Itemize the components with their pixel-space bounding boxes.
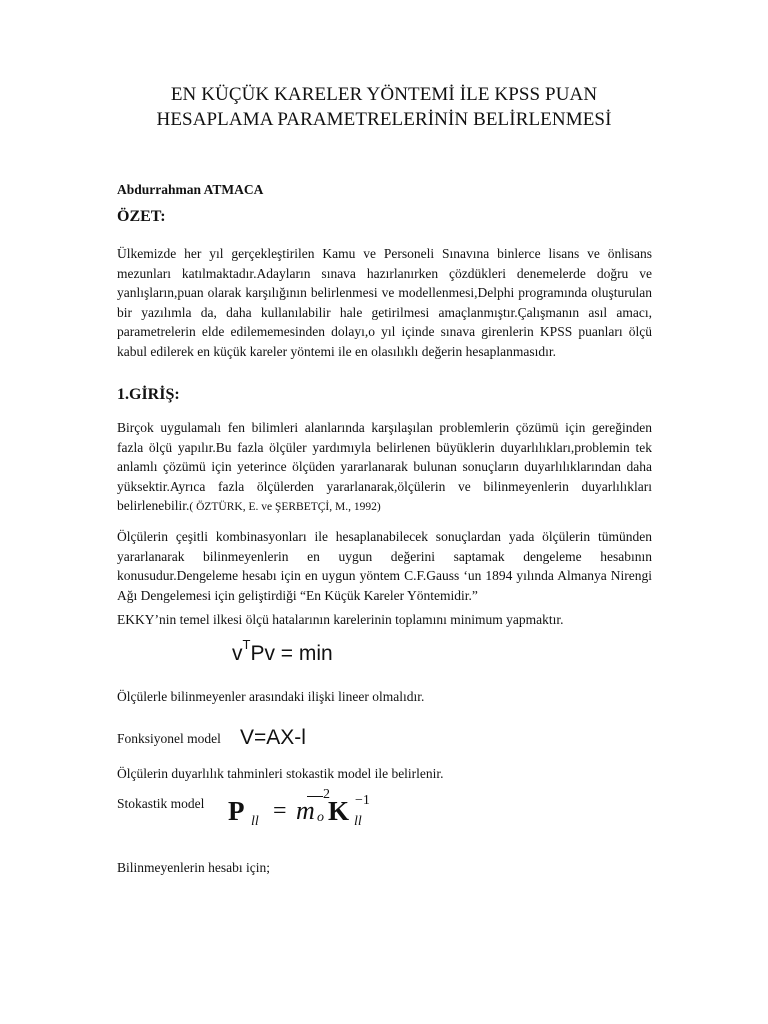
- intro-paragraph-2: Ölçülerin çeşitli kombinasyonları ile hesaplanabilecek sonuçlardan yada ölçülerin tümünden yararlanarak bilinmeyenlerin en uygun değerini saptamak dengeleme hesabının konusudur.Dengeleme hesabı için en uygun yöntem C.F.Gauss ‘un 1894 yılında Almanya Nirengi Ağı Dengelemesi için geliştirdiği “En Küçük Kareler Yöntemidir.”: [117, 529, 652, 603]
- lineer-sentence: Ölçülerle bilinmeyenler arasındaki ilişki lineer olmalıdır.: [117, 689, 425, 704]
- eq1-rest: Pv = min: [250, 642, 333, 665]
- section-heading-giris: 1.GİRİŞ:: [117, 386, 180, 403]
- fonksiyonel-label: Fonksiyonel model: [117, 731, 221, 746]
- eq3-equals: =: [273, 798, 287, 824]
- eq3-P-sub: ll: [251, 814, 259, 829]
- intro-paragraph-1: [117, 418, 652, 518]
- intro-paragraph-1-text: Birçok uygulamalı fen bilimleri alanlarında karşılaşılan problemlerin çözümü için gereğinden fazla ölçü yapılır.Bu fazla ölçüler yardımıyla belirlenen büyüklerin duyarlılıkları,problemin tek anlamlı çözümü için yeterince ölçüden yararlanarak bulunan sonuçların duyarlılıklarından daha yüksektir.Ayrıca fazla ölçülerden yararlanarak,ölçülerin ve bilinmeyenlerin duyarlılıkları belirlenebilir.: [117, 420, 652, 513]
- stokastik-sentence: Ölçülerin duyarlılık tahminleri stokastik model ile belirlenir.: [117, 766, 444, 781]
- eq3-overbar: [307, 796, 323, 797]
- eq3-m: m: [296, 796, 315, 825]
- abstract-paragraph: Ülkemizde her yıl gerçekleştirilen Kamu ve Personeli Sınavına binlerce lisans ve önlisans mezunları katılmaktadır.Adayların sınava hazırlanırken çözdükleri denemelerde doğru ve yanlışların,puan olarak karşılığının belirlenmesi ve modellenmesi,Delphi programında oluşturulan bir yazılımla da, daha kullanılabilir hale getirilmesi amaçlanmıştır.Çalışmanın asıl amacı, parametrelerin elde edilememesinden dolayı,o yıl içinde sınava girenlerin KPSS puanları ölçü kabul edilerek en küçük kareler yöntemi ile en olasılıklı değerin hesaplanmasıdır.: [117, 246, 652, 359]
- eq3-square: 2: [323, 787, 330, 802]
- title-line-2: HESAPLAMA PARAMETRELERİNİN BELİRLENMESİ: [156, 109, 612, 130]
- eq3-inverse: −1: [355, 793, 370, 808]
- paper-title: [0, 82, 768, 132]
- eq3-K: K: [328, 796, 350, 826]
- eq3-P: P: [228, 796, 245, 826]
- section-heading-ozet: ÖZET:: [117, 208, 166, 225]
- eq3-m-sub: o: [317, 810, 324, 825]
- bilinmeyen-sentence: Bilinmeyenlerin hesabı için;: [117, 860, 270, 875]
- eq1-sup: T: [242, 637, 251, 652]
- author-name: Abdurrahman ATMACA: [117, 182, 264, 197]
- eq1-v: v: [232, 642, 243, 665]
- eq3-K-sub: ll: [354, 814, 362, 829]
- stokastik-label: Stokastik model: [117, 796, 205, 811]
- title-line-1: EN KÜÇÜK KARELER YÖNTEMİ İLE KPSS PUAN: [170, 84, 598, 105]
- equation-functional-model: V=AX-l: [240, 726, 306, 749]
- equation-stochastic-model: [228, 788, 378, 838]
- citation: ( ÖZTÜRK, E. ve ŞERBETÇİ, M., 1992): [189, 501, 381, 513]
- equation-vtpv: [232, 637, 333, 666]
- ekky-sentence: EKKY’nin temel ilkesi ölçü hatalarının karelerinin toplamını minimum yapmaktır.: [117, 612, 564, 627]
